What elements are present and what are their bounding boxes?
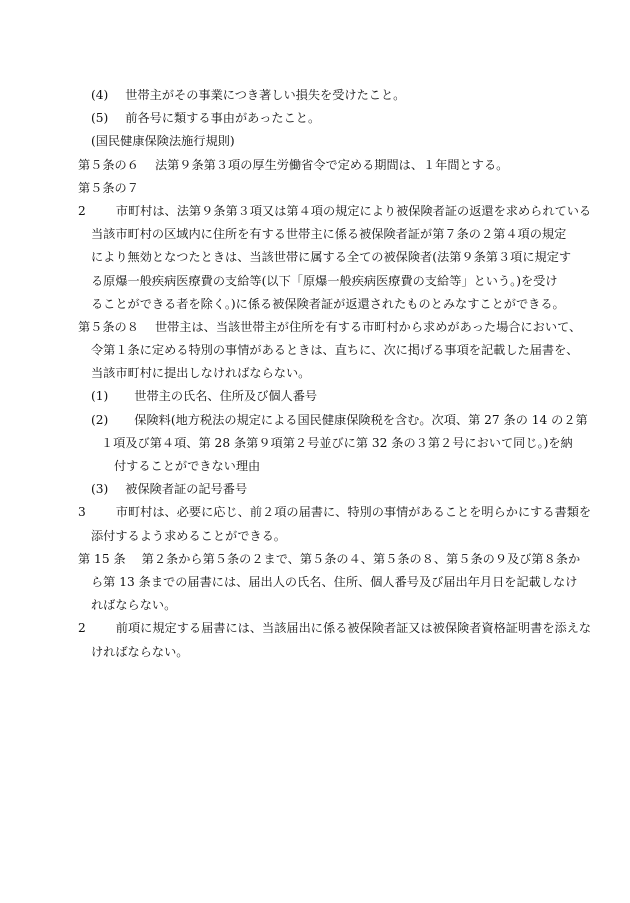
item-number: (4): [91, 88, 109, 102]
article-number: 第５条の６: [78, 157, 139, 172]
heading-text: (国民健康保険法施行規則): [91, 134, 235, 149]
paragraph-text: 当該市町村の区域内に住所を有する世帯主に係る被保険者証が第７条の２第４項の規定: [91, 227, 567, 242]
paragraph-continuation: [0, 362, 630, 385]
item-continuation: [0, 455, 630, 478]
item-text: 世帯主の氏名、住所及び個人番号: [134, 389, 318, 404]
paragraph-text: ることができる者を除く。)に係る被保険者証が返還されたものとみなすことができる。: [91, 296, 565, 311]
paragraph-text: 市町村は、必要に応じ、前２項の届書に、特別の事情があることを明らかにする書類を: [115, 505, 592, 520]
paragraph-text: 令第１条に定める特別の事情があるときは、直ちに、次に掲げる事項を記載した届書を、: [91, 343, 579, 358]
item-text: １項及び第４項、第 28 条第９項第２号並びに第 32 条の３第２号において同じ。)を納: [101, 435, 573, 450]
item-text: 付することができない理由: [114, 459, 261, 473]
paragraph-number: 2: [78, 621, 86, 636]
paragraph-number: 2: [78, 203, 86, 218]
item-number: (2): [91, 412, 109, 427]
paragraph-continuation: [0, 571, 630, 594]
paragraph-3: [0, 501, 630, 524]
item-text: 保険料(地方税法の規定による国民健康保険税を含む。次項、第 27 条の 14 の２第: [134, 412, 588, 427]
paragraph-continuation: [0, 594, 630, 617]
paragraph-2-final: [0, 617, 630, 640]
article-text: 法第９条第３項の厚生労働省令で定める期間は、１年間とする。: [154, 157, 509, 172]
list-item-1: [0, 385, 630, 408]
paragraph-continuation: [0, 339, 630, 362]
item-continuation: [0, 432, 630, 455]
paragraph-number: 3: [78, 505, 86, 520]
item-text: 世帯主がその事業につき著しい損失を受けたこと。: [125, 88, 406, 102]
item-text: 前各号に類する事由があったこと。: [125, 111, 321, 126]
paragraph-continuation: [0, 293, 630, 316]
paragraph-2: [0, 200, 630, 223]
paragraph-text: ら第 13 条までの届書には、届出人の氏名、住所、個人番号及び届出年月日を記載しなけ: [91, 574, 578, 589]
paragraph-text: により無効となつたときは、当該世帯に属する全ての被保険者(法第９条第３項に規定す: [91, 250, 572, 265]
article-5-7: [0, 177, 630, 200]
article-number: 第５条の８: [78, 319, 139, 334]
article-5-6: [0, 154, 630, 177]
section-heading: [0, 130, 630, 153]
paragraph-text: 市町村は、法第９条第３項又は第４項の規定により被保険者証の返還を求められている: [115, 203, 592, 218]
list-item-5: [0, 107, 630, 130]
item-text: 被保険者証の記号番号: [125, 482, 248, 497]
article-text: 世帯主は、当該世帯主が住所を有する市町村から求めがあった場合において、: [154, 319, 582, 334]
paragraph-text: 前項に規定する届書には、当該届出に係る被保険者証又は被保険者資格証明書を添えな: [115, 621, 592, 636]
item-number: (1): [91, 389, 109, 404]
list-item-3: [0, 478, 630, 501]
article-5-8: [0, 316, 630, 339]
paragraph-continuation: [0, 525, 630, 548]
paragraph-continuation: [0, 223, 630, 246]
paragraph-continuation: [0, 270, 630, 293]
paragraph-continuation: [0, 246, 630, 269]
list-item-2: [0, 409, 630, 432]
paragraph-text: ければならない。: [91, 644, 189, 659]
article-15: [0, 548, 630, 571]
article-text: 第２条から第５条の２まで、第５条の４、第５条の８、第５条の９及び第８条か: [141, 551, 581, 566]
item-number: (3): [91, 482, 109, 497]
paragraph-text: る原爆一般疾病医療費の支給等(以下「原爆一般疾病医療費の支給等」という。)を受け: [91, 273, 558, 288]
paragraph-text: 当該市町村に提出しなければならない。: [91, 366, 311, 381]
paragraph-text: ればならない。: [91, 598, 177, 613]
paragraph-continuation: [0, 641, 630, 664]
article-number: 第 15 条: [78, 551, 126, 566]
item-number: (5): [91, 111, 109, 126]
list-item-4: [0, 84, 630, 107]
paragraph-text: 添付するよう求めることができる。: [91, 528, 286, 543]
article-number: 第５条の７: [78, 180, 139, 195]
